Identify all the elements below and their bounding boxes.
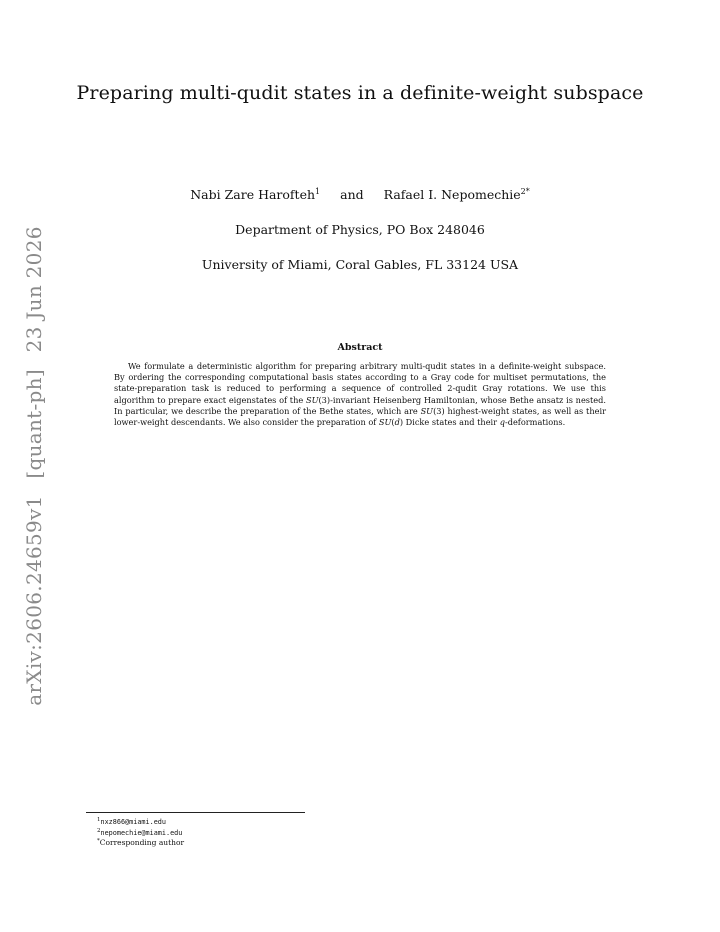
abstract-segment: ) Dicke states and their: [399, 417, 500, 428]
author-name: Nabi Zare Harofteh: [190, 187, 316, 202]
author-footnote-mark: 2*: [520, 187, 530, 196]
footnotes: [97, 817, 184, 849]
footnote-text: Corresponding author: [99, 838, 185, 847]
footnote-mark: *: [97, 838, 100, 844]
math-symbol: d: [394, 417, 400, 428]
math-symbol: SU: [378, 417, 392, 428]
footnote-text: nxz866@miami.edu: [100, 818, 166, 826]
abstract-segment: (3)-invariant Heisenberg Hamiltonian, whose Bethe ansatz is nested. In particular, we describe the preparation of the Bethe states, which are: [114, 394, 606, 416]
paper-title: Preparing multi-qudit states in a definite-weight subspace: [76, 82, 644, 104]
author-name: Rafael I. Nepomechie: [383, 187, 521, 202]
math-symbol: SU: [305, 394, 319, 405]
footnote-divider: [86, 812, 305, 813]
abstract-segment: (3) highest-weight states, as well as their lower-weight descendants. We also consider the preparation of: [114, 405, 606, 428]
arxiv-category: [quant-ph]: [22, 369, 46, 479]
abstract-segment: (: [391, 417, 395, 428]
arxiv-id: arXiv:2606.24659v1: [22, 495, 46, 706]
author-joiner: and: [340, 187, 364, 202]
affiliation-university: University of Miami, Coral Gables, FL 33124 USA: [201, 257, 519, 272]
abstract-segment: -deformations.: [504, 417, 566, 428]
footnote-email-1: [97, 817, 184, 828]
author-footnote-mark: 1: [315, 187, 321, 196]
footnote-mark: 1: [97, 817, 101, 823]
affiliation-department: Department of Physics, PO Box 248046: [235, 222, 485, 237]
footnote-email-2: [97, 828, 184, 839]
arxiv-date: 23 Jun 2026: [22, 226, 46, 353]
footnote-text: nepomechie@miami.edu: [100, 828, 183, 837]
abstract-heading: Abstract: [337, 342, 383, 353]
math-symbol: q: [499, 417, 505, 428]
author-line: [0, 187, 720, 202]
arxiv-identifier-stamp: [22, 226, 46, 706]
footnote-corresponding: [97, 838, 184, 849]
math-symbol: SU: [420, 405, 434, 416]
abstract-text: [114, 361, 606, 428]
abstract-segment: We formulate a deterministic algorithm for preparing arbitrary multi-qudit states in a definite-weight subspace. By ordering the corresponding computational basis states according to a Gray code for multiset permutations, the state-preparation task is reduced to performing a sequence of controlled 2-qudit Gray rotations. We use this algorithm to prepare exact eigenstates of the: [114, 361, 606, 405]
footnote-mark: 2: [97, 827, 101, 834]
